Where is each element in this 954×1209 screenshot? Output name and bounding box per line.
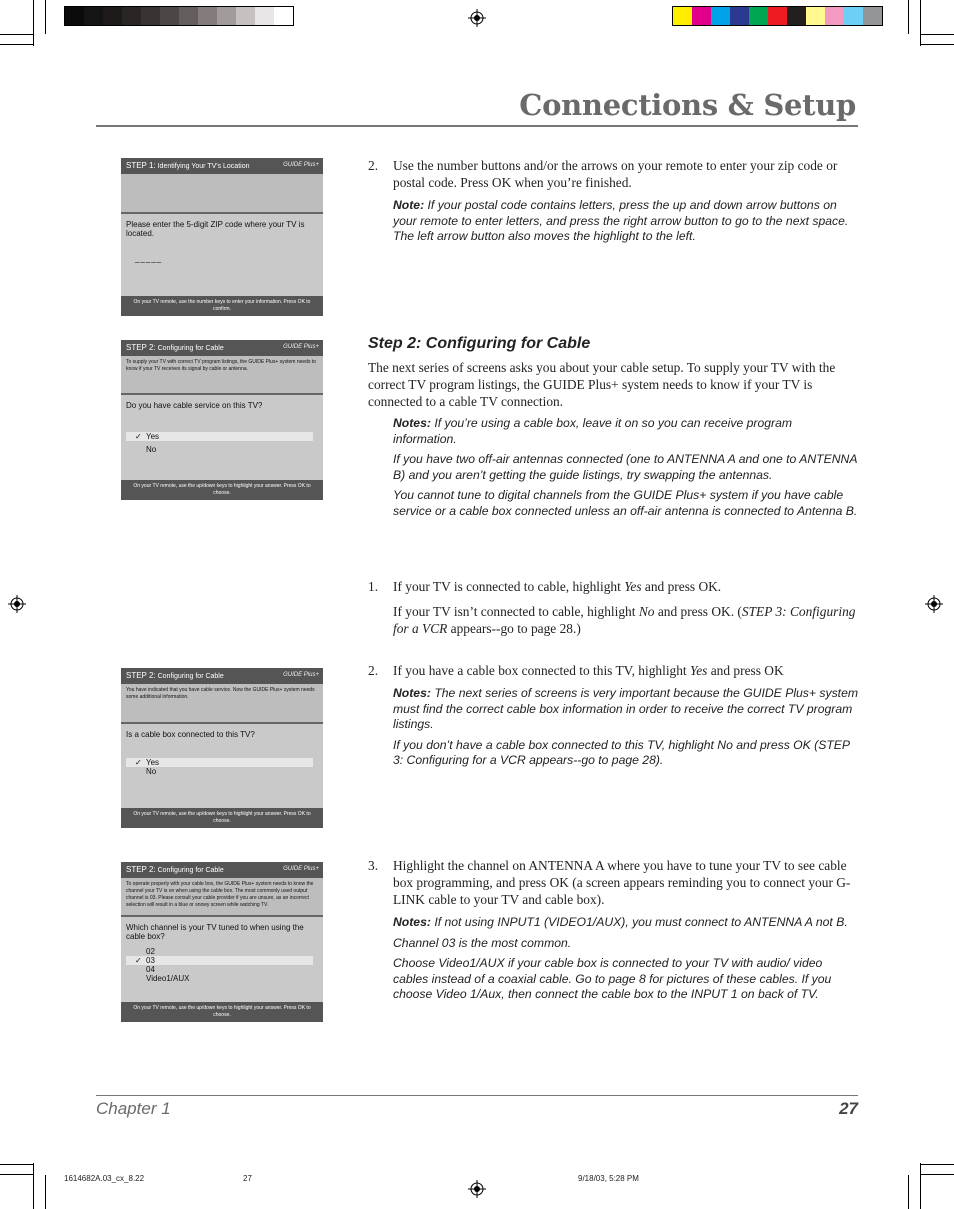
- guide-plus-logo: GUIDE Plus+: [283, 866, 319, 872]
- screen-title-bar: [121, 340, 323, 356]
- gray-swatch: [65, 7, 84, 25]
- screen-description: To operate properly with your cable box, the GUIDE Plus+ system needs to know the channel your TV is on when using the cable box. The most commonly used output channel is 03. Please consult your cable provider if you are unsure, as an incorrect selection will result in a blue or snowy screen while watching TV.: [121, 878, 323, 917]
- color-swatch: [806, 7, 825, 25]
- note-postal-code: Note: If your postal code contains letters, press the up and down arrow buttons on your remote to enter letters, and press the right arrow button to go to the next space. The left arrow button also moves the highlight to the left.: [393, 198, 849, 243]
- guide-plus-logo: GUIDE Plus+: [283, 672, 319, 678]
- crop-mark: [920, 1163, 921, 1209]
- option-channel-02: 02: [146, 947, 155, 956]
- screen-title-bar: [121, 668, 323, 684]
- grayscale-color-bar: [64, 6, 294, 26]
- screen-title-bar: [121, 158, 323, 174]
- registration-mark-icon: [925, 595, 943, 613]
- page-number: 27: [839, 1099, 858, 1118]
- option-no: No: [146, 767, 157, 776]
- screen-title: Identifying Your TV's Location: [157, 163, 250, 170]
- crop-mark: [45, 1175, 46, 1209]
- crop-mark: [45, 0, 46, 34]
- screen-footer-hint: On your TV remote, use the up/down keys to highlight your answer. Press OK to choose.: [121, 808, 323, 828]
- slug-page: 27: [243, 1174, 252, 1183]
- tv-screen-cable-service: [121, 340, 323, 500]
- screen-footer-hint: On your TV remote, use the up/down keys to highlight your answer. Press OK to choose.: [121, 480, 323, 500]
- gray-swatch: [274, 7, 293, 25]
- gray-swatch: [160, 7, 179, 25]
- color-swatch: [749, 7, 768, 25]
- color-swatch: [844, 7, 863, 25]
- note-input1: Notes: If not using INPUT1 (VIDEO1/AUX), you must connect to ANTENNA A not B.: [393, 915, 848, 929]
- gray-swatch: [103, 7, 122, 25]
- option-channel-03: ✓ 03: [126, 956, 313, 965]
- registration-mark-icon: [468, 9, 486, 27]
- registration-mark-icon: [468, 1180, 486, 1198]
- instruction-zip: [368, 157, 858, 245]
- crop-mark: [920, 34, 954, 35]
- screen-title: Configuring for Cable: [157, 673, 224, 680]
- process-color-bar: [672, 6, 883, 26]
- note-no-cable-box: If you don’t have a cable box connected to this TV, highlight No and press OK (STEP 3: Configuring for a VCR appears--go to page 28).: [393, 737, 850, 767]
- screen-question: Do you have cable service on this TV?: [126, 401, 263, 410]
- color-swatch: [863, 7, 882, 25]
- crop-mark: [0, 44, 34, 45]
- color-swatch: [768, 7, 787, 25]
- instruction-text: Highlight the channel on ANTENNA A where you have to tune your TV to see cable box programming, and press OK (a screen appears reminding you to connect your G-LINK cable to your TV and cable box).: [393, 858, 851, 907]
- instruction-cable-channel: [368, 857, 858, 1003]
- screen-title: Configuring for Cable: [157, 345, 224, 352]
- crop-mark: [920, 1174, 954, 1175]
- gray-swatch: [179, 7, 198, 25]
- screen-step: STEP 2:: [126, 671, 156, 680]
- screen-question: Which channel is your TV tuned to when using the cable box?: [126, 923, 304, 941]
- slug-date: 9/18/03, 5:28 PM: [578, 1174, 639, 1183]
- checkmark-icon: ✓: [135, 758, 142, 767]
- tv-screen-cable-channel: [121, 862, 323, 1022]
- screen-title: Configuring for Cable: [157, 867, 224, 874]
- option-video1-aux: Video1/AUX: [146, 974, 190, 983]
- screen-footer-hint: On your TV remote, use the up/down keys to highlight your answer. Press OK to choose.: [121, 1002, 323, 1022]
- instruction-text: If your TV is connected to cable, highlight Yes and press OK.: [393, 579, 722, 594]
- screen-footer-hint: On your TV remote, use the number keys to enter your information. Press OK to confirm.: [121, 296, 323, 316]
- header-rule: [96, 125, 858, 127]
- tv-screen-cable-box: [121, 668, 323, 828]
- step-number: 1.: [368, 579, 379, 594]
- chapter-label: Chapter 1: [96, 1099, 171, 1118]
- tv-screen-zip-code: [121, 158, 323, 316]
- crop-mark: [0, 34, 34, 35]
- gray-swatch: [255, 7, 274, 25]
- option-yes: ✓ Yes: [126, 432, 313, 441]
- gray-swatch: [122, 7, 141, 25]
- color-swatch: [787, 7, 806, 25]
- screen-step: STEP 2:: [126, 343, 156, 352]
- screen-question: Is a cable box connected to this TV?: [126, 730, 255, 739]
- crop-mark: [33, 0, 34, 46]
- color-swatch: [825, 7, 844, 25]
- guide-plus-logo: GUIDE Plus+: [283, 162, 319, 168]
- section-intro: The next series of screens asks you about your cable setup. To supply your TV with the correct TV program listings, the GUIDE Plus+ system needs to know if your TV is connected to a cable TV connection.: [368, 360, 836, 409]
- instruction-cable-box: [368, 662, 858, 769]
- screen-step: STEP 1:: [126, 161, 156, 170]
- screen-title-bar: [121, 862, 323, 878]
- footer-rule: [96, 1095, 858, 1096]
- option-yes: ✓ Yes: [126, 758, 313, 767]
- instruction-text: Use the number buttons and/or the arrows on your remote to enter your zip code or postal code. Press OK when you’re finished.: [393, 158, 838, 190]
- instruction-cable-yes-no: [368, 578, 858, 637]
- zip-entry-field: _____: [135, 254, 163, 263]
- color-swatch: [692, 7, 711, 25]
- step-number: 2.: [368, 663, 379, 678]
- screen-description-area: [121, 174, 323, 214]
- option-channel-04: 04: [146, 965, 155, 974]
- page-title: Connections & Setup: [519, 88, 856, 122]
- step-number: 2.: [368, 158, 379, 173]
- note-video1-aux: Choose Video1/AUX if your cable box is connected to your TV with audio/ video cables instead of a coaxial cable. Go to page 8 for pictures of these cables. If you choose Video 1/Aux, then connect the cable box to the INPUT 1 on back of TV.: [393, 956, 832, 1001]
- note-cable-box-info: Notes: The next series of screens is very important because the GUIDE Plus+ system must find the correct cable box information in order to receive the correct TV program listings.: [393, 686, 859, 731]
- crop-mark: [33, 1163, 34, 1209]
- screen-prompt: Please enter the 5-digit ZIP code where your TV is located.: [126, 220, 305, 238]
- gray-swatch: [84, 7, 103, 25]
- section-configuring-cable: [368, 335, 858, 519]
- screen-description: You have indicated that you have cable service. Now the GUIDE Plus+ system needs some additional information.: [121, 684, 323, 724]
- gray-swatch: [236, 7, 255, 25]
- crop-mark: [920, 1164, 954, 1165]
- note-two-antennas: If you have two off-air antennas connected (one to ANTENNA A and one to ANTENNA B) and you aren’t getting the guide listings, try swapping the antennas.: [393, 452, 858, 482]
- screen-step: STEP 2:: [126, 865, 156, 874]
- step-number: 3.: [368, 858, 379, 873]
- gray-swatch: [217, 7, 236, 25]
- slug-filename: 1614682A.03_cx_8.22: [64, 1174, 145, 1183]
- gray-swatch: [141, 7, 160, 25]
- crop-mark: [0, 1174, 34, 1175]
- color-swatch: [711, 7, 730, 25]
- checkmark-icon: ✓: [135, 432, 142, 441]
- note-channel-03: Channel 03 is the most common.: [393, 935, 572, 950]
- option-no: No: [146, 445, 157, 454]
- guide-plus-logo: GUIDE Plus+: [283, 344, 319, 350]
- gray-swatch: [198, 7, 217, 25]
- section-heading: Step 2: Configuring for Cable: [368, 335, 591, 352]
- color-swatch: [730, 7, 749, 25]
- note-cable-box-on: Notes: If you’re using a cable box, leave it on so you can receive program information.: [393, 416, 793, 446]
- crop-mark: [908, 0, 909, 34]
- checkmark-icon: ✓: [135, 956, 142, 965]
- color-swatch: [673, 7, 692, 25]
- crop-mark: [920, 0, 921, 46]
- crop-mark: [920, 44, 954, 45]
- instruction-text: If you have a cable box connected to this TV, highlight Yes and press OK: [393, 663, 784, 678]
- note-digital-channels: You cannot tune to digital channels from the GUIDE Plus+ system if you have cable service or a cable box connected unless an off-air antenna is connected to Antenna B.: [393, 488, 858, 518]
- screen-description: To supply your TV with correct TV program listings, the GUIDE Plus+ system needs to know if your TV receives its signal by cable or antenna.: [121, 356, 323, 395]
- crop-mark: [908, 1175, 909, 1209]
- crop-mark: [0, 1164, 34, 1165]
- instruction-text-no-cable: If your TV isn’t connected to cable, highlight No and press OK. (STEP 3: Configuring for a VCR appears--go to page 28.): [393, 604, 856, 636]
- registration-mark-icon: [8, 595, 26, 613]
